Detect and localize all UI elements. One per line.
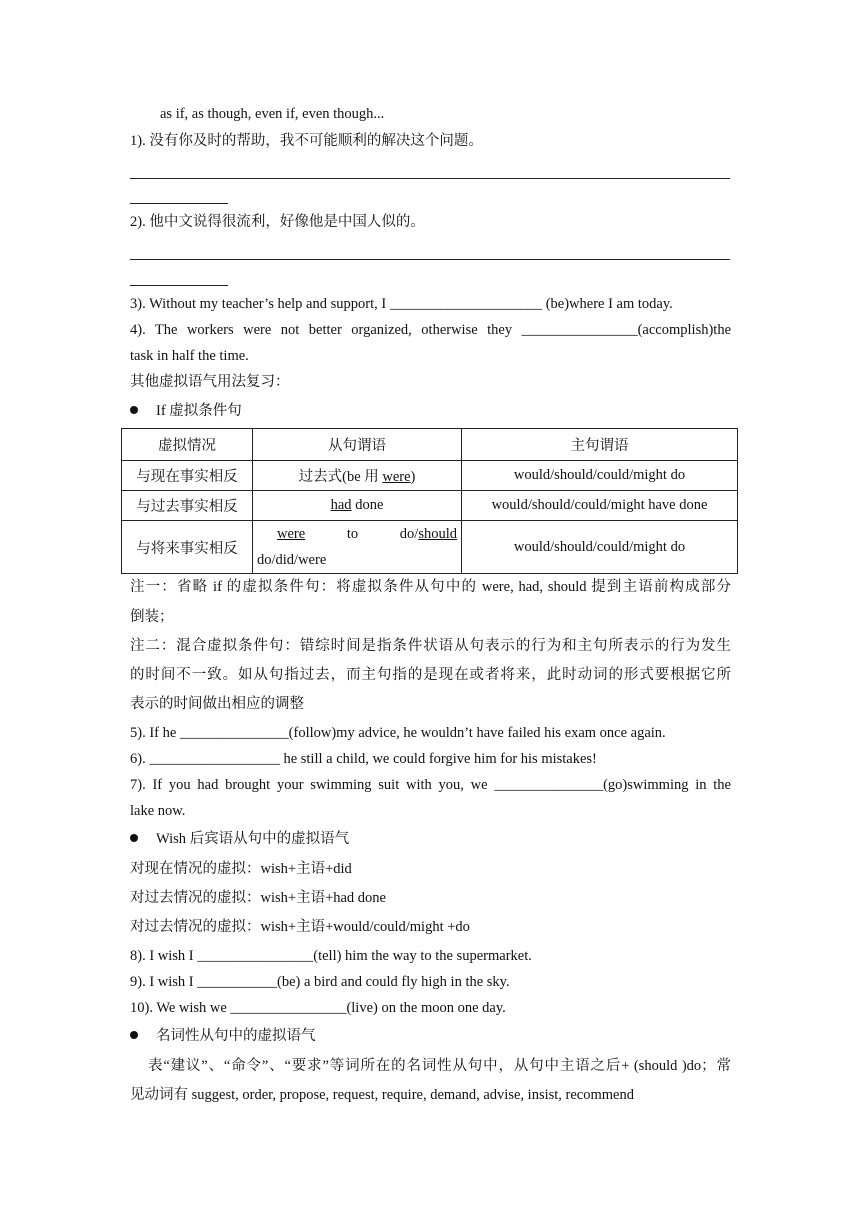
bullet-icon xyxy=(130,406,138,414)
answer-line xyxy=(130,285,228,286)
note-1: 注一：省略 if 的虚拟条件句：将虚拟条件从句中的 were, had, should 提到主语前构成部分 xyxy=(130,579,731,595)
table-row xyxy=(122,491,738,521)
answer-line xyxy=(130,178,730,179)
table-cell: 过去式(be 用 were) xyxy=(253,461,462,491)
note-2-end: 表示的时间做出相应的调整 xyxy=(130,696,304,712)
intro-conjunctions: as if, as though, even if, even though... xyxy=(160,106,385,122)
wish-rule-1: 对现在情况的虚拟：wish+主语+did xyxy=(130,861,352,877)
noun-clause-rule: 表“建议”、“命令”、“要求”等词所在的名词性从句中，从句中主语之后+ (should )do；常 xyxy=(148,1058,731,1074)
question-2: 2). 他中文说得很流利，好像他是中国人似的。 xyxy=(130,214,425,230)
question-9: 9). I wish I ___________(be) a bird and could fly high in the sky. xyxy=(130,974,510,990)
question-3: 3). Without my teacher’s help and support, I _____________________ (be)where I am today. xyxy=(130,296,673,312)
table-cell: would/should/could/might do xyxy=(462,461,738,491)
note-2: 注二：混合虚拟条件句：错综时间是指条件状语从句表示的行为和主句所表示的行为发生 xyxy=(130,638,731,654)
question-7-cont: lake now. xyxy=(130,803,186,819)
answer-line xyxy=(130,259,730,260)
table-cell: would/should/could/might do xyxy=(462,521,738,574)
note-1-cont: 倒装； xyxy=(130,609,174,625)
table-cell: 与现在事实相反 xyxy=(122,461,253,491)
question-5: 5). If he _______________(follow)my advice, he wouldn’t have failed his exam once again. xyxy=(130,725,666,741)
review-heading: 其他虚拟语气用法复习： xyxy=(130,374,290,390)
table-header: 虚拟情况 xyxy=(122,429,253,461)
bullet-icon xyxy=(130,834,138,842)
table-header: 主句谓语 xyxy=(462,429,738,461)
question-1: 1). 没有你及时的帮助，我不可能顺利的解决这个问题。 xyxy=(130,133,483,149)
bullet-if-conditional: If 虚拟条件句 xyxy=(130,402,242,420)
noun-clause-verbs: 见动词有 suggest, order, propose, request, require, demand, advise, insist, recommend xyxy=(130,1087,634,1103)
table-cell: were to do/should do/did/were xyxy=(253,521,462,574)
question-4: 4). The workers were not better organized, otherwise they ________________(accomplish)the xyxy=(130,322,731,338)
table-cell: had done xyxy=(253,491,462,521)
bullet-wish: Wish 后宾语从句中的虚拟语气 xyxy=(130,830,349,848)
wish-rule-3: 对过去情况的虚拟：wish+主语+would/could/might +do xyxy=(130,919,470,935)
question-4-cont: task in half the time. xyxy=(130,348,249,364)
table-row xyxy=(122,521,738,574)
table-cell: 与将来事实相反 xyxy=(122,521,253,574)
bullet-icon xyxy=(130,1031,138,1039)
note-2-cont: 的时间不一致。如从句指过去，而主句指的是现在或者将来，此时动词的形式要根据它所 xyxy=(130,667,731,683)
bullet-noun-clause: 名词性从句中的虚拟语气 xyxy=(130,1027,316,1045)
table-cell: 与过去事实相反 xyxy=(122,491,253,521)
answer-line xyxy=(130,203,228,204)
question-8: 8). I wish I ________________(tell) him the way to the supermarket. xyxy=(130,948,532,964)
question-10: 10). We wish we ________________(live) on the moon one day. xyxy=(130,1000,506,1016)
table-header: 从句谓语 xyxy=(253,429,462,461)
question-7: 7). If you had brought your swimming suit with you, we _______________(go)swimming in the xyxy=(130,777,731,793)
wish-rule-2: 对过去情况的虚拟：wish+主语+had done xyxy=(130,890,386,906)
table-cell: would/should/could/might have done xyxy=(462,491,738,521)
table-row xyxy=(122,461,738,491)
subjunctive-table xyxy=(121,428,738,574)
question-6: 6). __________________ he still a child, we could forgive him for his mistakes! xyxy=(130,751,597,767)
